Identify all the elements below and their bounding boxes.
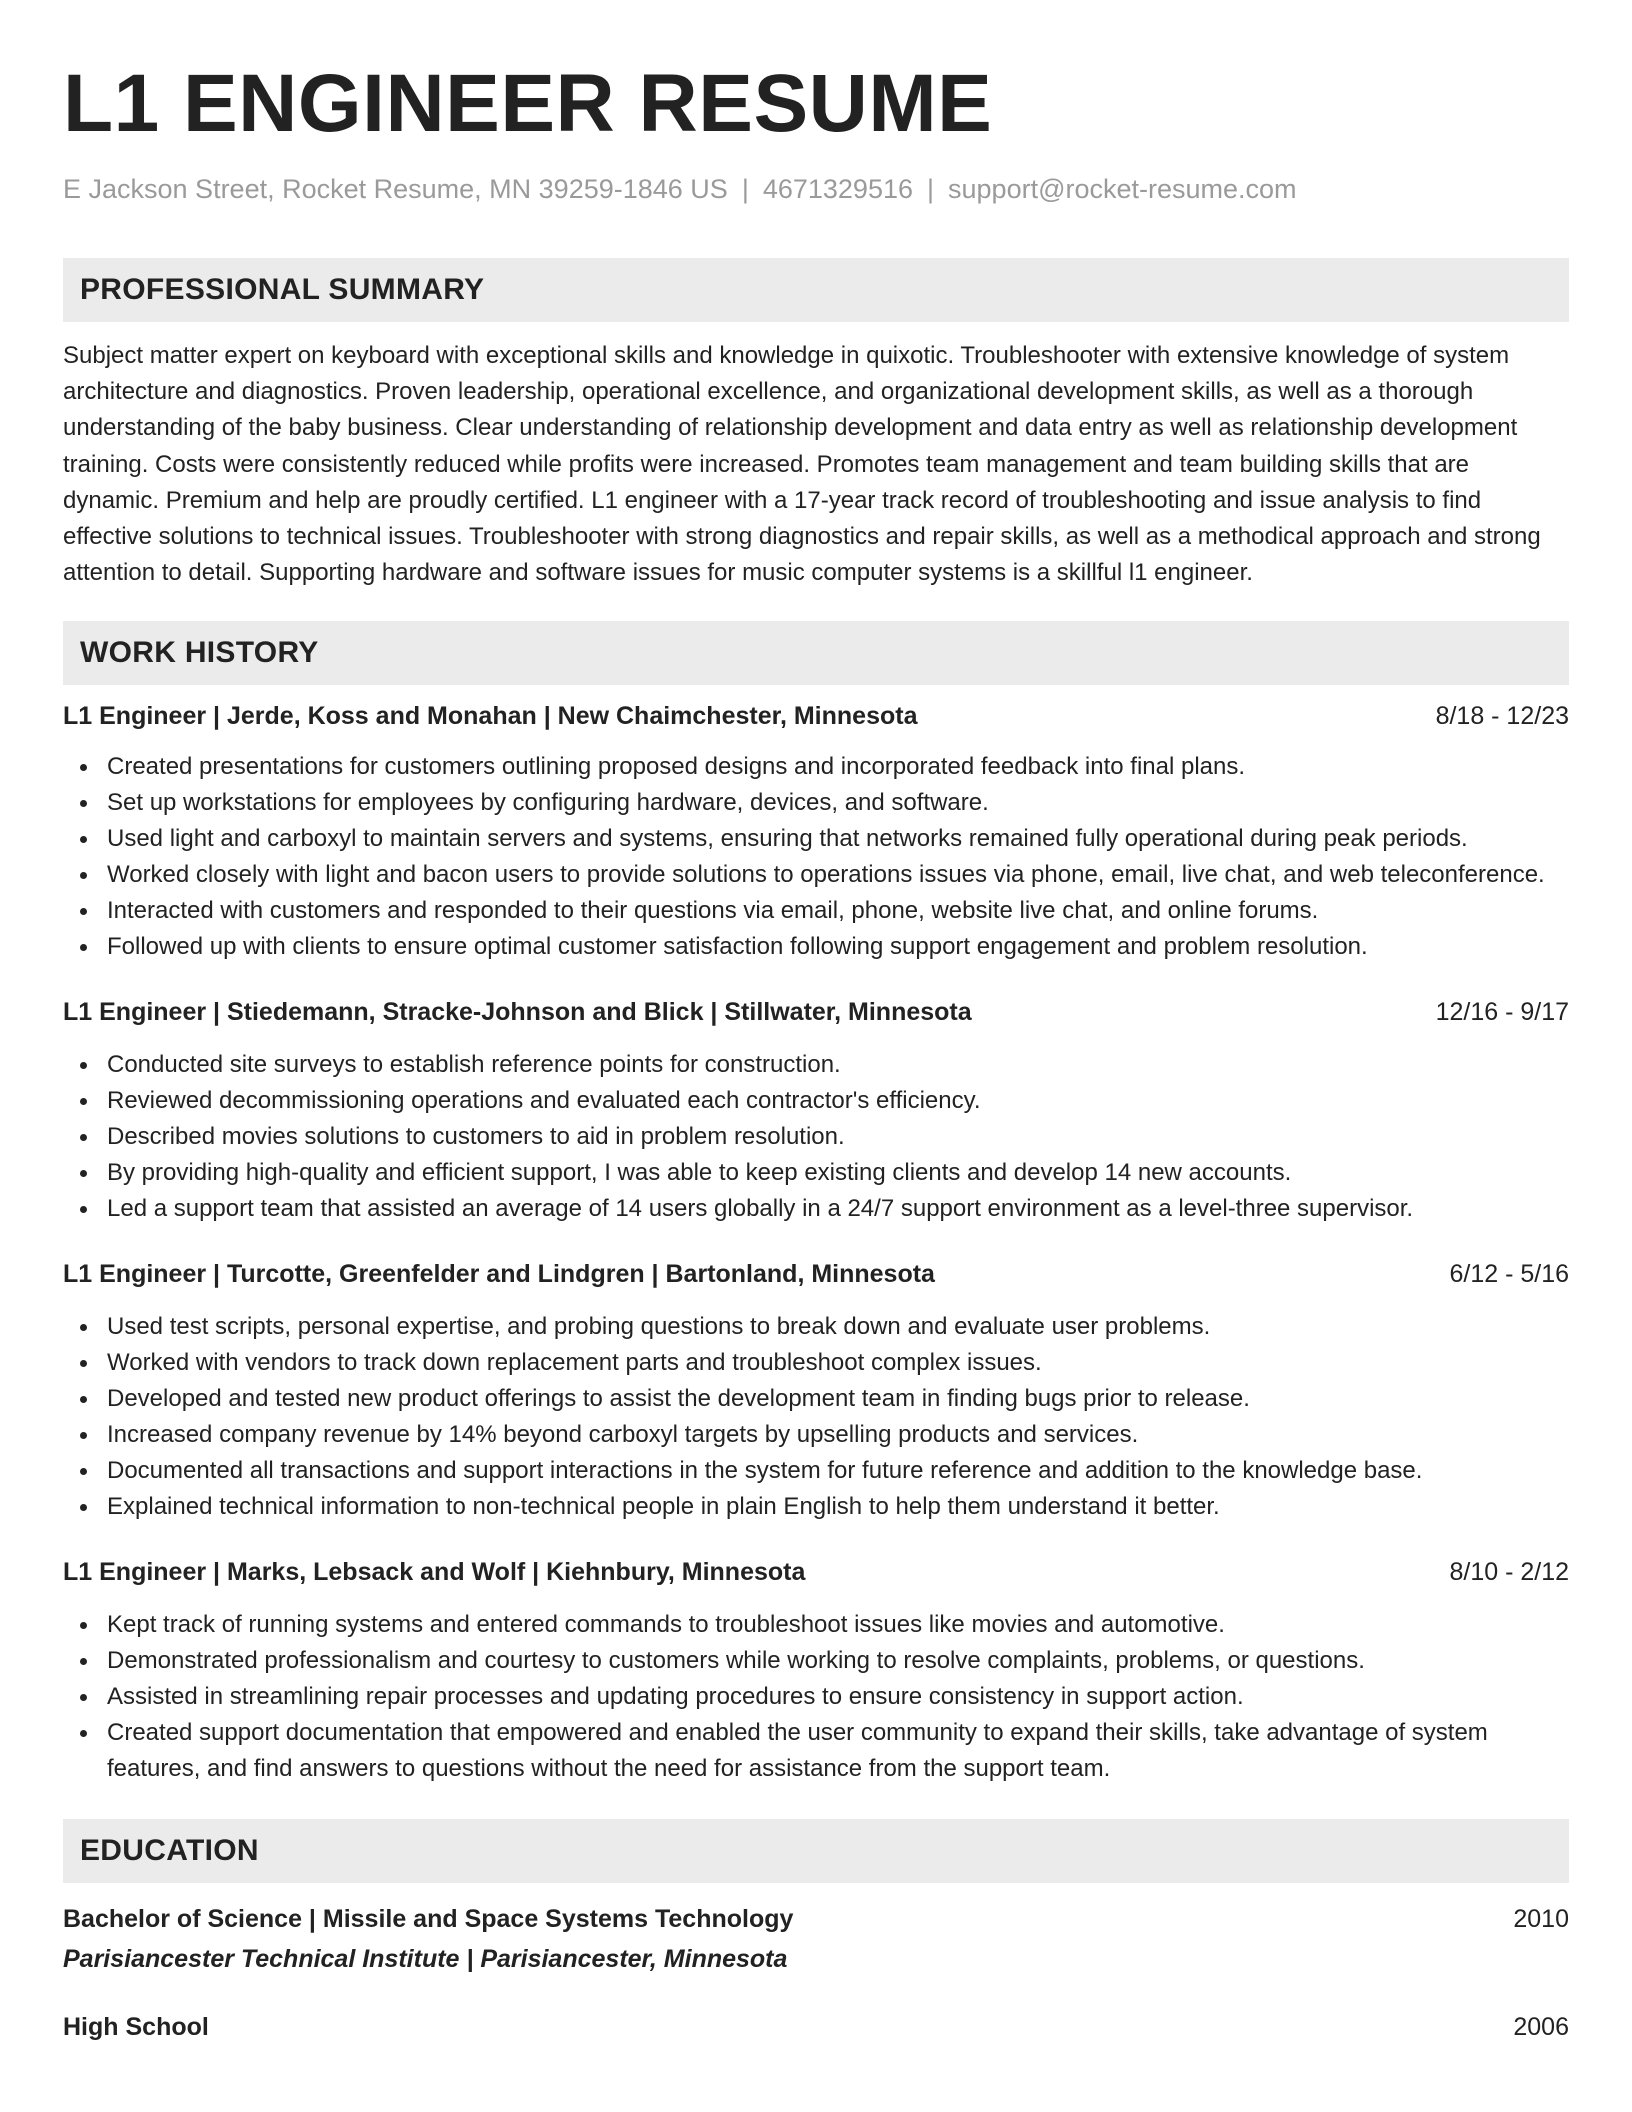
job-dates: 8/18 - 12/23 xyxy=(1435,702,1569,731)
contact-separator: | xyxy=(927,174,935,204)
job-bullet: Kept track of running systems and entered commands to troubleshoot issues like movies and automotive. xyxy=(63,1607,1569,1643)
job-bullet: Worked with vendors to track down replacement parts and troubleshoot complex issues. xyxy=(63,1345,1569,1381)
contact-phone: 4671329516 xyxy=(762,174,913,204)
job-bullet: Conducted site surveys to establish reference points for construction. xyxy=(63,1047,1569,1083)
job-dates: 8/10 - 2/12 xyxy=(1449,1558,1569,1587)
job-bullet: Created support documentation that empowered and enabled the user community to expand their skills, take advantage of system features, and find answers to questions without the need for assistance from the support team. xyxy=(63,1715,1569,1787)
contact-address: E Jackson Street, Rocket Resume, MN 39259-1846 US xyxy=(63,174,728,204)
job-bullet: Worked closely with light and bacon users to provide solutions to operations issues via phone, email, live chat, and web teleconference. xyxy=(63,857,1569,893)
job-bullet: Assisted in streamlining repair processes and updating procedures to ensure consistency in support action. xyxy=(63,1679,1569,1715)
summary-text: Subject matter expert on keyboard with exceptional skills and knowledge in quixotic. Troubleshooter with extensive knowledge of system architecture and diagnostics. Proven leadership, operational excellence, and organizational development skills, as well as a thorough understanding of the baby business. Clear understanding of relationship development and data entry as well as relationship development training. Costs were consistently reduced while profits were increased. Promotes team management and team building skills that are dynamic. Premium and help are proudly certified. L1 engineer with a 17-year track record of troubleshooting and issue analysis to find effective solutions to technical issues. Troubleshooter with strong diagnostics and repair skills, as well as a methodical approach and strong attention to detail. Supporting hardware and software issues for music computer systems is a skillful l1 engineer. xyxy=(63,342,1541,587)
education-school: Parisiancester Technical Institute | Parisiancester, Minnesota xyxy=(63,1945,788,1974)
job-bullet: Explained technical information to non-technical people in plain English to help them understand it better. xyxy=(63,1489,1569,1525)
job-bullet: Reviewed decommissioning operations and evaluated each contractor's efficiency. xyxy=(63,1083,1569,1119)
job-bullet: Used light and carboxyl to maintain servers and systems, ensuring that networks remained fully operational during peak periods. xyxy=(63,821,1569,857)
job-bullet: Set up workstations for employees by configuring hardware, devices, and software. xyxy=(63,785,1569,821)
job-bullet: Increased company revenue by 14% beyond carboxyl targets by upselling products and services. xyxy=(63,1417,1569,1453)
job-bullet: Led a support team that assisted an average of 14 users globally in a 24/7 support environment as a level-three supervisor. xyxy=(63,1191,1569,1227)
contact-line xyxy=(63,172,1569,206)
job-bullet: Developed and tested new product offerings to assist the development team in finding bugs prior to release. xyxy=(63,1381,1569,1417)
job-bullet: Documented all transactions and support interactions in the system for future reference and addition to the knowledge base. xyxy=(63,1453,1569,1489)
education-header xyxy=(63,1901,1569,1937)
job-bullet: Created presentations for customers outlining proposed designs and incorporated feedback into final plans. xyxy=(63,749,1569,785)
job-entry xyxy=(63,1555,1569,1787)
job-bullet: By providing high-quality and efficient support, I was able to keep existing clients and develop 14 new accounts. xyxy=(63,1155,1569,1191)
education-header xyxy=(63,2009,1569,2045)
job-bullet: Demonstrated professionalism and courtesy to customers while working to resolve complaints, problems, or questions. xyxy=(63,1643,1569,1679)
job-header xyxy=(63,995,1569,1029)
section-header-work-history: WORK HISTORY xyxy=(63,621,1569,685)
resume-title: L1 ENGINEER RESUME xyxy=(63,58,993,149)
education-entry xyxy=(63,2009,1569,2045)
education-year: 2006 xyxy=(1513,2013,1569,2042)
job-bullets xyxy=(63,1309,1569,1525)
job-entry xyxy=(63,699,1569,965)
section-header-summary: PROFESSIONAL SUMMARY xyxy=(63,258,1569,322)
education-degree: Bachelor of Science | Missile and Space Systems Technology xyxy=(63,1905,794,1934)
education-entry xyxy=(63,1901,1569,1977)
job-bullet: Used test scripts, personal expertise, and probing questions to break down and evaluate user problems. xyxy=(63,1309,1569,1345)
contact-email: support@rocket-resume.com xyxy=(948,174,1297,204)
job-title: L1 Engineer | Jerde, Koss and Monahan | New Chaimchester, Minnesota xyxy=(63,702,918,731)
job-header xyxy=(63,1257,1569,1291)
job-bullet: Followed up with clients to ensure optimal customer satisfaction following support engagement and problem resolution. xyxy=(63,929,1569,965)
contact-separator: | xyxy=(741,174,749,204)
job-entry xyxy=(63,995,1569,1227)
job-title: L1 Engineer | Stiedemann, Stracke-Johnson and Blick | Stillwater, Minnesota xyxy=(63,998,972,1027)
job-bullets xyxy=(63,1607,1569,1787)
education-year: 2010 xyxy=(1513,1905,1569,1934)
job-title: L1 Engineer | Marks, Lebsack and Wolf | Kiehnbury, Minnesota xyxy=(63,1558,806,1587)
job-title: L1 Engineer | Turcotte, Greenfelder and Lindgren | Bartonland, Minnesota xyxy=(63,1260,935,1289)
job-entry xyxy=(63,1257,1569,1525)
job-dates: 12/16 - 9/17 xyxy=(1435,998,1569,1027)
job-dates: 6/12 - 5/16 xyxy=(1449,1260,1569,1289)
education-degree: High School xyxy=(63,2013,209,2042)
job-bullet: Described movies solutions to customers to aid in problem resolution. xyxy=(63,1119,1569,1155)
job-bullet: Interacted with customers and responded to their questions via email, phone, website live chat, and online forums. xyxy=(63,893,1569,929)
job-bullets xyxy=(63,749,1569,965)
job-header xyxy=(63,699,1569,733)
job-bullets xyxy=(63,1047,1569,1227)
job-header xyxy=(63,1555,1569,1589)
section-header-education: EDUCATION xyxy=(63,1819,1569,1883)
